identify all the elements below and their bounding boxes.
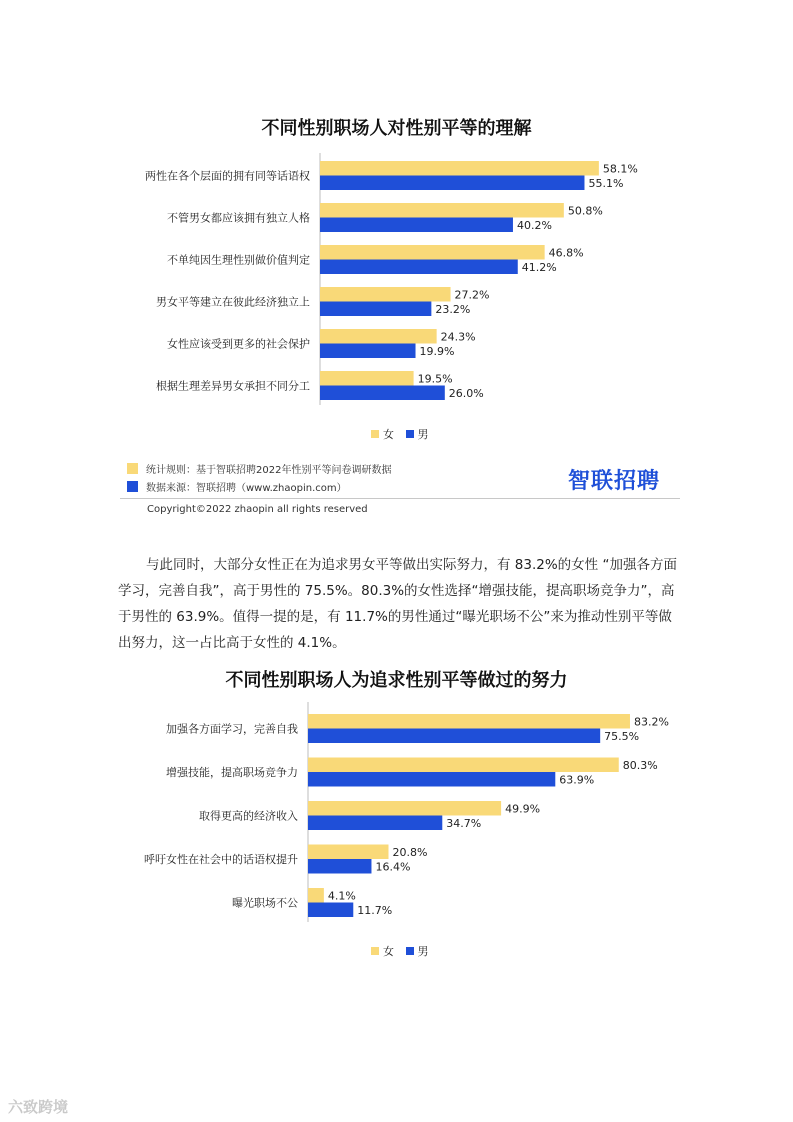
bar-female <box>320 245 545 260</box>
brand-logo: 智联招聘 <box>568 469 661 494</box>
data-label: 19.5% <box>417 372 453 386</box>
category-label: 呼吁女性在社会中的话语权提升 <box>144 853 298 866</box>
bar-female <box>320 287 451 302</box>
category-label: 曝光职场不公 <box>232 896 298 910</box>
legend-swatch-female <box>371 430 379 438</box>
body-paragraph: 与此同时，大部分女性正在为追求男女平等做出实际努力，有 83.2%的女性 “加强各方面学习，完善自我”，高于男性的 75.5%。80.3%的女性选择“增强技能，提高职场竞争力”，高于男性的 63.9%。值得一提的是，有 11.7%的男性通过“曝光职场不公”来为推动性别平等做出努力，这一占比高于女性的 4.1%。 <box>118 557 677 651</box>
data-label: 16.4% <box>375 860 411 874</box>
bar-male <box>308 816 442 831</box>
bar-male <box>308 859 371 874</box>
category-label: 加强各方面学习，完善自我 <box>166 722 298 736</box>
note-source-swatch <box>127 481 138 492</box>
chart-2 <box>0 700 793 930</box>
data-label: 24.3% <box>440 330 476 344</box>
data-label: 63.9% <box>559 773 595 787</box>
bar-female <box>320 371 414 386</box>
category-label: 男女平等建立在彼此经济独立上 <box>156 295 310 309</box>
chart-2-legend <box>371 943 437 959</box>
bar-male <box>320 176 584 191</box>
category-label: 女性应该受到更多的社会保护 <box>167 337 310 351</box>
data-label: 80.3% <box>622 759 658 772</box>
category-label: 不管男女都应该拥有独立人格 <box>167 211 310 225</box>
bar-male <box>320 260 518 275</box>
legend-label-male: 男 <box>417 945 429 958</box>
category-label: 两性在各个层面的拥有同等话语权 <box>145 169 310 183</box>
note-source <box>127 479 347 494</box>
copyright: Copyright©2022 zhaopin all rights reserved <box>147 504 368 515</box>
bar-male <box>320 386 445 401</box>
chart-1-legend <box>371 426 437 442</box>
bar-male <box>308 729 600 744</box>
legend-label-male: 男 <box>417 428 429 441</box>
chart-1 <box>0 0 793 420</box>
bar-female <box>308 845 388 860</box>
legend-swatch-male <box>406 430 414 438</box>
chart-1-title: 不同性别职场人对性别平等的理解 <box>261 118 532 139</box>
category-label: 增强技能，提高职场竞争力 <box>166 766 298 779</box>
bar-female <box>320 203 564 218</box>
category-label: 不单纯因生理性别做价值判定 <box>167 253 310 267</box>
data-label: 20.8% <box>392 846 428 859</box>
legend-item-male <box>406 428 429 441</box>
data-label: 41.2% <box>521 261 557 274</box>
watermark: 六致跨境 <box>8 1098 69 1116</box>
data-label: 40.2% <box>516 219 552 232</box>
note-rule-swatch <box>127 463 138 474</box>
divider <box>120 498 680 499</box>
data-label: 50.8% <box>567 204 603 218</box>
bar-female <box>308 758 619 773</box>
note-rule-text: 统计规则：基于智联招聘2022年性别平等问卷调研数据 <box>146 465 392 476</box>
bar-male <box>308 903 353 918</box>
bar-male <box>308 772 555 787</box>
data-label: 11.7% <box>357 904 393 917</box>
legend-swatch-female <box>371 947 379 955</box>
source-notes <box>127 460 427 500</box>
data-label: 55.1% <box>588 177 624 190</box>
data-label: 19.9% <box>419 345 455 358</box>
note-rule <box>127 461 391 476</box>
bar-female <box>308 801 501 816</box>
data-label: 34.7% <box>446 817 482 830</box>
note-source-text: 数据来源：智联招聘（www.zhaopin.com） <box>146 483 347 494</box>
chart-2-title: 不同性别职场人为追求性别平等做过的努力 <box>225 670 568 691</box>
legend-item-female <box>371 428 394 441</box>
bar-female <box>308 888 324 903</box>
data-label: 46.8% <box>548 246 584 260</box>
bar-male <box>320 344 416 359</box>
data-label: 4.1% <box>327 889 356 903</box>
legend-swatch-male <box>406 947 414 955</box>
data-label: 58.1% <box>602 162 638 176</box>
bar-male <box>320 218 513 233</box>
data-label: 49.9% <box>505 802 541 816</box>
data-label: 27.2% <box>454 288 490 302</box>
data-label: 26.0% <box>448 387 484 400</box>
category-label: 根据生理差异男女承担不同分工 <box>156 379 310 393</box>
bar-female <box>320 329 437 344</box>
legend-item-male <box>406 945 429 958</box>
category-label: 取得更高的经济收入 <box>199 809 298 823</box>
data-label: 75.5% <box>604 730 640 743</box>
bar-female <box>320 161 599 176</box>
data-label: 83.2% <box>633 715 669 729</box>
bar-male <box>320 302 431 317</box>
bar-female <box>308 714 630 729</box>
data-label: 23.2% <box>435 303 471 316</box>
legend-label-female: 女 <box>383 945 394 958</box>
legend-label-female: 女 <box>383 428 394 441</box>
legend-item-female <box>371 945 394 958</box>
